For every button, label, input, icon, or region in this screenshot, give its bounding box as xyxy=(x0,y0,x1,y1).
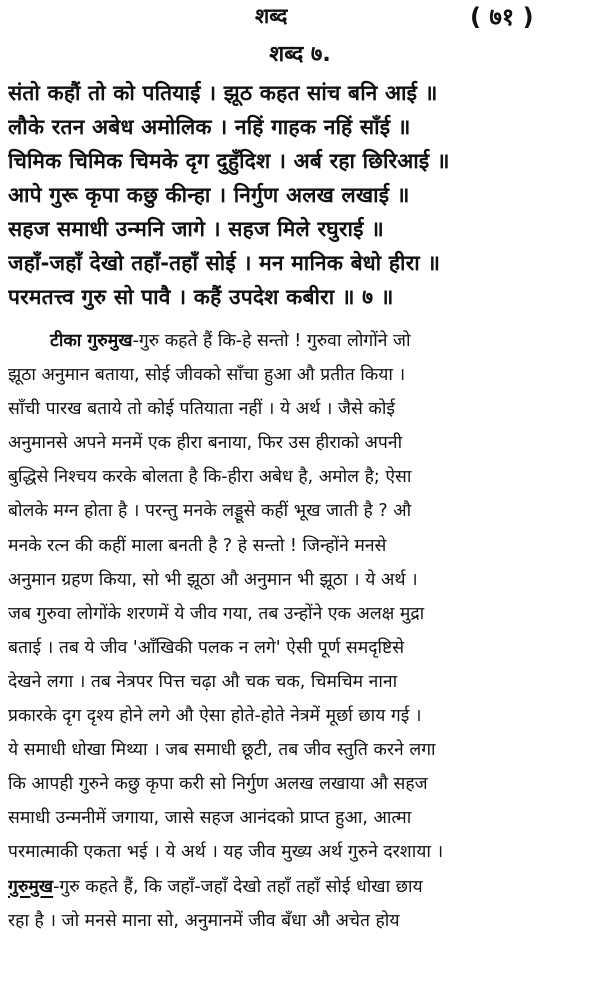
commentary-line: झूठा अनुमान बताया, सोई जीवको साँचा हुआ औ प्रतीत किया । xyxy=(8,365,406,386)
verse-line-2: लौके रतन अबेध अमोलिक । नहिं गाहक नहिं साँई ॥ xyxy=(8,115,411,139)
commentary xyxy=(8,324,596,938)
commentary-line: परमात्माकी एकता भई । ये अर्थ । यह जीव मुख्य अर्थ गुरुने दरशाया । xyxy=(8,842,444,863)
commentary-line: जब गुरुवा लोगोंके शरणमें ये जीव गया, तब उन्होंने एक अलक्ष मुद्रा xyxy=(8,603,425,624)
commentary-line: मनके रत्न की कहीं माला बनती है ? हे सन्तो ! जिन्होंने मनसे xyxy=(8,535,387,556)
commentary-line: अनुमानसे अपने मनमें एक हीरा बनाया, फिर उस हीराको अपनी xyxy=(8,433,403,454)
verse-block xyxy=(8,76,596,314)
commentary-line: बताई । तब ये जीव 'आँखिकी पलक न लगे' ऐसी पूर्ण समदृष्टिसे xyxy=(8,637,405,658)
commentary-line-1 xyxy=(8,324,596,358)
commentary-lead: गुरुमुख xyxy=(8,876,54,897)
verse-line-5: सहज समाधी उन्मनि जागे । सहज मिले रघुराई ॥ xyxy=(8,217,384,241)
commentary-line: बुद्धिसे निश्चय करके बोलता है कि-हीरा अबेध है, अमोल है; ऐसा xyxy=(8,467,412,488)
section-title: शब्द ७. xyxy=(269,42,331,67)
commentary-line: देखने लगा । तब नेत्रपर पित्त चढ़ा औ चक चक, चिमचिम नाना xyxy=(8,671,398,692)
commentary-line: बोलके मग्न होता है । परन्तु मनके लड्डूसे कहीं भूख जाती है ? औ xyxy=(8,501,412,522)
running-title: शब्द xyxy=(255,4,288,28)
commentary-line-last: रहा है । जो मनसे माना सो, अनुमानमें जीव बँधा औ अचेत होय xyxy=(8,910,400,931)
commentary-line: साँची पारख बताये तो कोई पतियाता नहीं । ये अर्थ । जैसे कोई xyxy=(8,399,395,420)
verse-line-6: जहाँ-जहाँ देखो तहाँ-तहाँ सोई । मन मानिक बेधो हीरा ॥ xyxy=(8,251,441,275)
commentary-line: अनुमान ग्रहण किया, सो भी झूठा औ अनुमान भी झूठा । ये अर्थ । xyxy=(8,569,418,590)
commentary-text: -गुरु कहते हैं कि-हे सन्तो ! गुरुवा लोगोंने जो xyxy=(132,331,411,351)
commentary-line-second-lead xyxy=(8,870,596,904)
page-number: ( ७१ ) xyxy=(470,3,534,31)
verse-line-4: आपे गुरू कृपा कछु कीन्हा । निर्गुण अलख लखाई ॥ xyxy=(8,183,410,207)
commentary-line: समाधी उन्मनीमें जगाया, जासे सहज आनंदको प्राप्त हुआ, आत्मा xyxy=(8,808,412,829)
verse-line-1: संतो कहौं तो को पतियाई । झूठ कहत सांच बनि आई ॥ xyxy=(8,81,438,105)
page-header xyxy=(0,0,600,36)
commentary-line: प्रकारके दृग दृश्य होने लगे औ ऐसा होते-होते नेत्रमें मूर्छा छाय गई । xyxy=(8,706,422,727)
commentary-line: कि आपही गुरुने कछु कृपा करी सो निर्गुण अलख लखाया औ सहज xyxy=(8,774,428,795)
verse-line-7: परमतत्त्व गुरु सो पावै । कहैं उपदेश कबीरा ॥ ७ ॥ xyxy=(8,285,394,309)
commentary-line: ये समाधी धोखा मिथ्या । जब समाधी छूटी, तब जीव स्तुति करने लगा xyxy=(8,740,436,761)
commentary-text: -गुरु कहते हैं, कि जहाँ-जहाँ देखो तहाँ तहाँ सोई धोखा छाय xyxy=(53,876,423,897)
verse-line-3: चिमिक चिमिक चिमके दृग दुहुँदिश । अर्ब रहा छिरिआई ॥ xyxy=(8,149,450,173)
commentary-lead: टीका गुरुमुख xyxy=(50,331,133,351)
